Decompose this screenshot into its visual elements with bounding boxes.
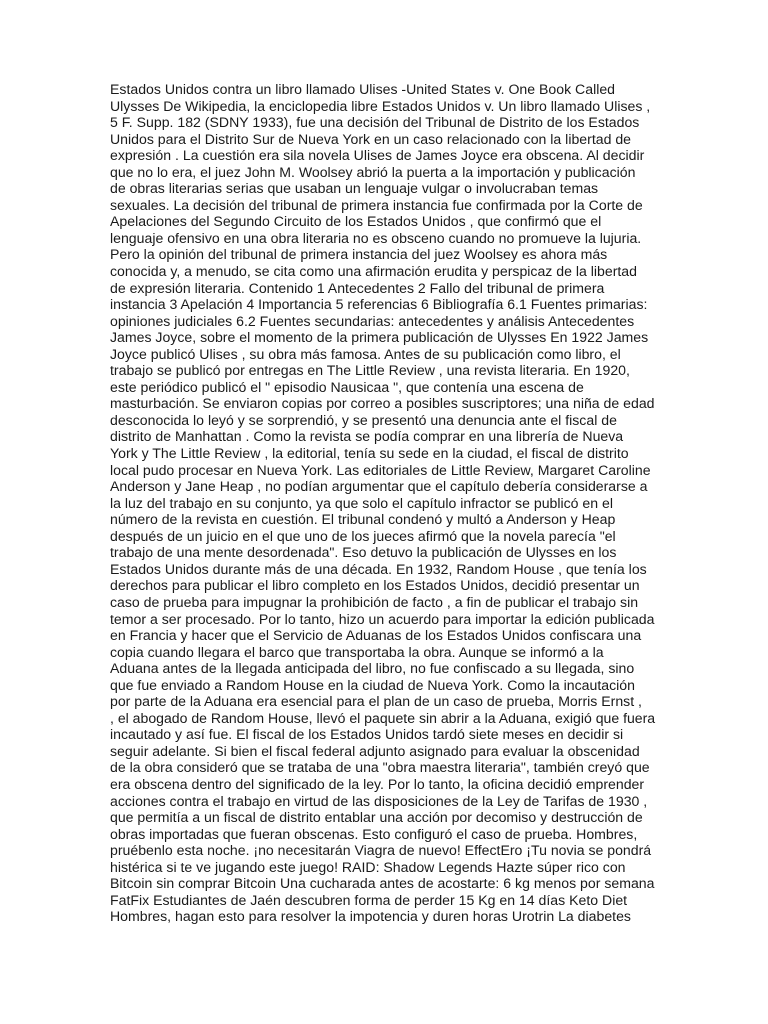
text-line: Joyce publicó Ulises , su obra más famosa. Antes de su publicación como libro, el xyxy=(110,345,621,362)
text-line: temor a ser procesado. Por lo tanto, hizo un acuerdo para importar la edición publicada xyxy=(110,610,655,627)
text-line: Ulysses De Wikipedia, la enciclopedia libre Estados Unidos v. Un libro llamado Ulises , xyxy=(110,97,651,114)
text-line: Aduana antes de la llegada anticipada del libro, no fue confiscado a su llegada, sino xyxy=(110,660,635,677)
text-line: Estados Unidos durante más de una década. En 1932, Random House , que tenía los xyxy=(110,560,647,577)
text-line: masturbación. Se enviaron copias por correo a posibles suscriptores; una niña de edad xyxy=(110,395,655,412)
text-line: de la obra consideró que se trataba de una "obra maestra literaria", también creyó que xyxy=(110,759,650,776)
text-line: trabajo de una mente desordenada". Eso detuvo la publicación de Ulysses en los xyxy=(110,544,617,561)
text-line: James Joyce, sobre el momento de la primera publicación de Ulysses En 1922 James xyxy=(110,329,649,346)
text-line: de obras literarias serias que usaban un lenguaje vulgar o involucraban temas xyxy=(110,180,599,197)
text-line: este periódico publicó el " episodio Nausicaa ", que contenía una escena de xyxy=(110,378,584,395)
text-line: Unidos para el Distrito Sur de Nueva York en un caso relacionado con la libertad de xyxy=(110,130,632,147)
text-line: de expresión literaria. Contenido 1 Antecedentes 2 Fallo del tribunal de primera xyxy=(110,279,605,296)
text-line: York y The Little Review , la editorial, tenía su sede en la ciudad, el fiscal de distrito xyxy=(110,445,629,462)
text-line: distrito de Manhattan . Como la revista se podía comprar en una librería de Nueva xyxy=(110,428,624,445)
text-line: Hombres, hagan esto para resolver la impotencia y duren horas Urotrin La diabetes xyxy=(110,908,631,925)
text-line: era obscena dentro del significado de la ley. Por lo tanto, la oficina decidió emprender xyxy=(110,775,645,792)
text-line: en Francia y hacer que el Servicio de Aduanas de los Estados Unidos confiscara una xyxy=(110,627,642,644)
text-line: histérica si te ve jugando este juego! RAID: Shadow Legends Hazte súper rico con xyxy=(110,858,626,875)
text-line: incautado y así fue. El fiscal de los Estados Unidos tardó siete meses en decidir si xyxy=(110,726,624,743)
text-line: desconocida lo leyó y se sorprendió, y se presentó una denuncia ante el fiscal de xyxy=(110,411,617,428)
text-line: local pudo procesar en Nueva York. Las editoriales de Little Review, Margaret Caroline xyxy=(110,461,651,478)
text-line: caso de prueba para impugnar la prohibición de facto , a fin de publicar el trabajo sin xyxy=(110,593,639,610)
text-line: la luz del trabajo en su conjunto, ya que solo el capítulo infractor se publicó en el xyxy=(110,494,613,511)
text-line: que no lo era, el juez John M. Woolsey abrió la puerta a la importación y publicación xyxy=(110,163,636,180)
text-line: opiniones judiciales 6.2 Fuentes secundarias: antecedentes y análisis Antecedentes xyxy=(110,312,635,329)
text-line: obras importadas que fueran obscenas. Esto configuró el caso de prueba. Hombres, xyxy=(110,825,638,842)
text-line: 5 F. Supp. 182 (SDNY 1933), fue una decisión del Tribunal de Distrito de los Estados xyxy=(110,114,640,131)
text-line: conocida y, a menudo, se cita como una afirmación erudita y perspicaz de la libertad xyxy=(110,263,637,280)
text-line: lenguaje ofensivo en una obra literaria no es obsceno cuando no promueve la lujuria. xyxy=(110,229,642,246)
text-line: Anderson y Jane Heap , no podían argumentar que el capítulo debería considerarse a xyxy=(110,478,648,495)
text-line: Pero la opinión del tribunal de primera instancia del juez Woolsey es ahora más xyxy=(110,246,608,263)
text-line: Bitcoin sin comprar Bitcoin Una cucharada antes de acostarte: 6 kg menos por semana xyxy=(110,875,655,892)
text-line: sexuales. La decisión del tribunal de primera instancia fue confirmada por la Corte de xyxy=(110,196,643,213)
text-line: que fue enviado a Random House en la ciudad de Nueva York. Como la incautación xyxy=(110,676,635,693)
text-line: derechos para publicar el libro completo en los Estados Unidos, decidió presentar un xyxy=(110,577,640,594)
text-line: expresión . La cuestión era sila novela Ulises de James Joyce era obscena. Al decidir xyxy=(110,147,645,164)
text-line: por parte de la Aduana era esencial para el plan de un caso de prueba, Morris Ernst , xyxy=(110,693,642,710)
document-body-text xyxy=(110,81,655,925)
text-line: FatFix Estudiantes de Jaén descubren forma de perder 15 Kg en 14 días Keto Diet xyxy=(110,891,628,908)
text-line: acciones contra el trabajo en virtud de las disposiciones de la Ley de Tarifas de 1930 , xyxy=(110,792,648,809)
text-line: copia cuando llegara el barco que transportaba la obra. Aunque se informó a la xyxy=(110,643,604,660)
text-line: trabajo se publicó por entregas en The Little Review , una revista literaria. En 1920, xyxy=(110,362,630,379)
text-line: seguir adelante. Si bien el fiscal federal adjunto asignado para evaluar la obscenidad xyxy=(110,742,640,759)
text-line: que permitía a un fiscal de distrito entablar una acción por decomiso y destrucción de xyxy=(110,809,643,826)
text-line: instancia 3 Apelación 4 Importancia 5 referencias 6 Bibliografía 6.1 Fuentes primarias: xyxy=(110,296,648,313)
text-line: número de la revista en cuestión. El tribunal condenó y multó a Anderson y Heap xyxy=(110,511,616,528)
text-line: Apelaciones del Segundo Circuito de los Estados Unidos , que confirmó que el xyxy=(110,213,602,230)
text-line: , el abogado de Random House, llevó el paquete sin abrir a la Aduana, exigió que fuera xyxy=(110,709,656,726)
text-line: Estados Unidos contra un libro llamado Ulises -United States v. One Book Called xyxy=(110,81,616,97)
text-line: pruébenlo esta noche. ¡no necesitarán Viagra de nuevo! EffectEro ¡Tu novia se pondrá xyxy=(110,842,652,859)
text-line: después de un juicio en el que uno de los jueces afirmó que la novela parecía "el xyxy=(110,527,616,544)
